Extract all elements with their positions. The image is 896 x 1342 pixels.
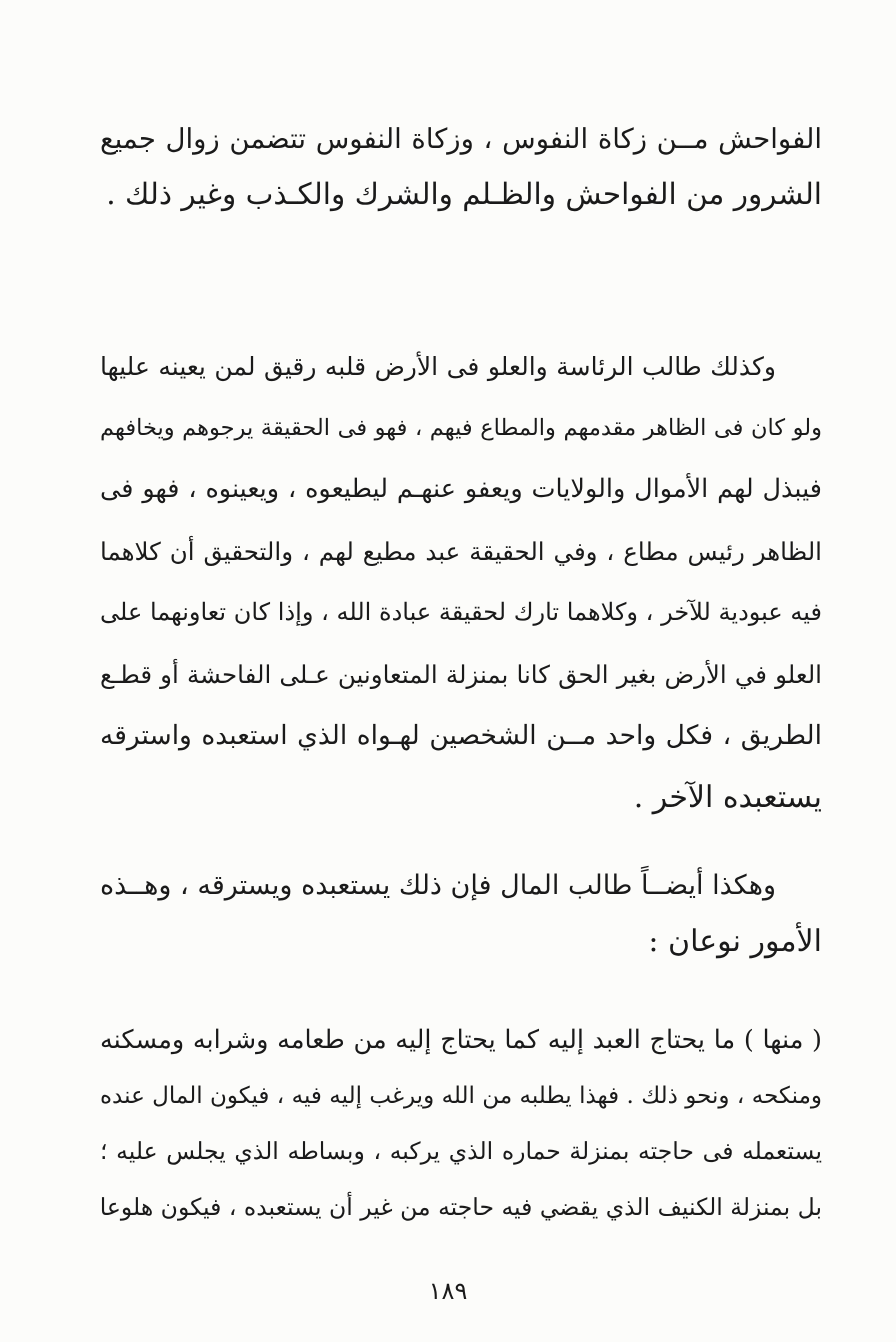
paragraph-2 — [100, 336, 822, 828]
text-line: يستعمله فى حاجته بمنزلة حماره الذي يركبه ، وبساطه الذي يجلس عليه ؛ — [100, 1137, 822, 1165]
text-line: فيبذل لهم الأموال والولايات ويعفو عنهـم ليطيعوه ، ويعينوه ، فهو فى — [100, 474, 822, 504]
text-line: العلو في الأرض بغير الحق كانا بمنزلة المتعاونين عـلى الفاحشة أو قطـع — [100, 659, 822, 689]
text-line: الطريق ، فكل واحد مــن الشخصين لهـواه الذي استعبده واسترقه — [100, 720, 822, 751]
text-line: ومنكحه ، ونحو ذلك . فهذا يطلبه من الله ويرغب إليه فيه ، فيكون المال عنده — [100, 1082, 822, 1109]
page-number: ١٨٩ — [428, 1277, 468, 1305]
text-line: الأمور نوعان : — [648, 924, 822, 959]
text-line: ( منها ) ما يحتاج العبد إليه كما يحتاج إليه من طعامه وشرابه ومسكنه — [100, 1025, 822, 1055]
text-line: الفواحش مــن زكاة النفوس ، وزكاة النفوس تتضمن زوال جميع — [100, 123, 822, 155]
text-line: ولو كان فى الظاهر مقدمهم والمطاع فيهم ، فهو فى الحقيقة يرجوهم ويخافهم — [100, 414, 822, 441]
paragraph-4 — [100, 1013, 822, 1235]
text-line: الشرور من الفواحش والظـلم والشرك والكـذب وغير ذلك . — [106, 177, 822, 211]
paragraph-1 — [100, 112, 822, 222]
text-line: وهكذا أيضــاً طالب المال فإن ذلك يستعبده ويسترقه ، وهــذه — [100, 870, 776, 901]
text-line: وكذلك طالب الرئاسة والعلو فى الأرض قلبه رقيق لمن يعينه عليها — [100, 352, 776, 381]
text-line: يستعبده الآخر . — [633, 779, 822, 815]
text-line: الظاهر رئيس مطاع ، وفي الحقيقة عبد مطيع لهم ، والتحقيق أن كلاهما — [100, 536, 822, 566]
paragraph-3 — [100, 858, 822, 970]
text-line: بل بمنزلة الكنيف الذي يقضي فيه حاجته من غير أن يستعبده ، فيكون هلوعا — [99, 1192, 822, 1221]
text-line: فيه عبودية للآخر ، وكلاهما تارك لحقيقة عبادة الله ، وإذا كان تعاونهما على — [100, 598, 822, 626]
